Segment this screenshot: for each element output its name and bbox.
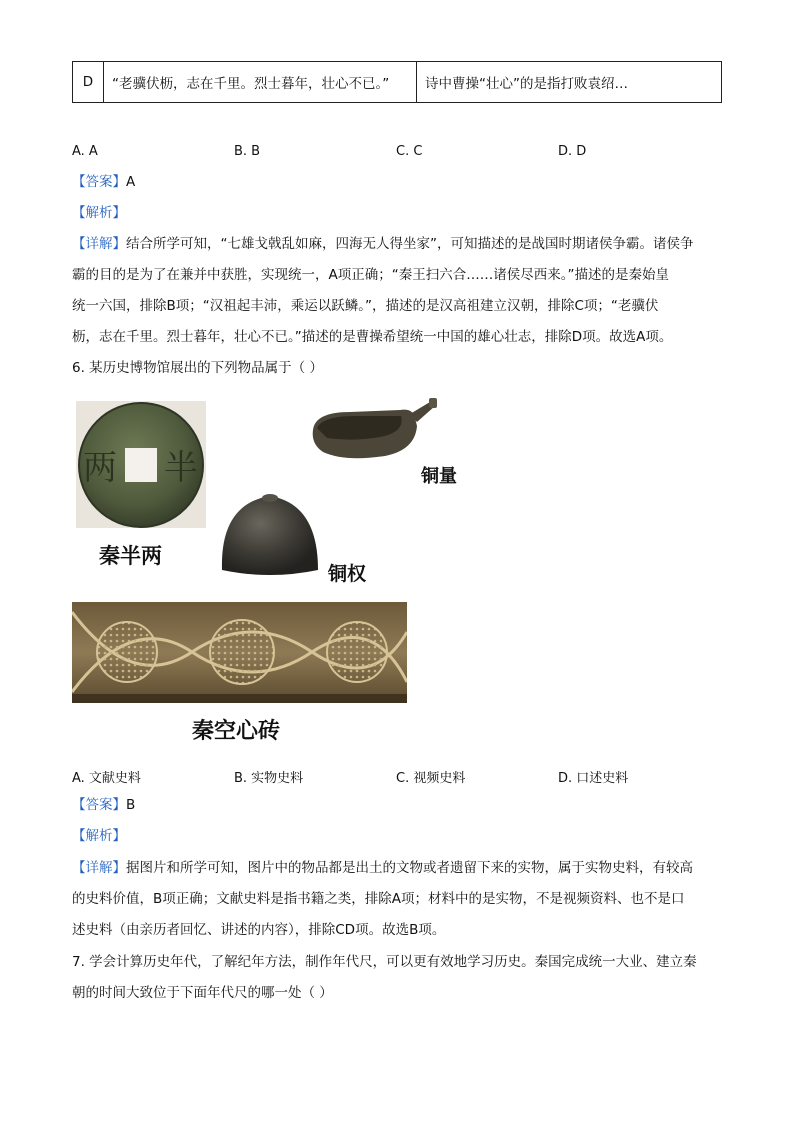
row-quote: “老骥伏枥，志在千里。烈士暮年，壮心不已。” — [104, 62, 417, 103]
question-7-stem — [72, 947, 722, 1009]
detail-tag: 【详解】 — [72, 236, 126, 252]
question-5-analysis-heading — [72, 198, 722, 229]
stem-line: 7. 学会计算历史年代，了解纪年方法，制作年代尺，可以更有效地学习历史。秦国完成统一大业、建立秦 — [72, 954, 697, 970]
analysis-tag: 【解析】 — [72, 205, 126, 221]
table-row — [73, 62, 722, 103]
option-c[interactable]: C. 视频史料 — [396, 771, 466, 786]
question-6-options — [72, 767, 722, 786]
answer-tag: 【答案】 — [72, 174, 126, 190]
detail-line: 枥，志在千里。烈士暮年，壮心不已。”描述的是曹操希望统一中国的雄心壮志，排除D项。故选A项。 — [72, 329, 673, 345]
detail-line: 【详解】结合所学可知，“七雄戈戟乱如麻，四海无人得坐家”，可知描述的是战国时期诸侯争霸。诸侯争 — [72, 236, 694, 252]
qin-banliang-coin-image — [76, 401, 206, 528]
question-5-answer — [72, 167, 722, 198]
question-6-answer — [72, 790, 722, 821]
row-note: 诗中曹操“壮心”的是指打败袁绍… — [417, 62, 722, 103]
option-a[interactable]: A. 文献史料 — [72, 771, 141, 786]
question-5-detail — [72, 229, 722, 353]
question-5-options — [72, 144, 722, 159]
weight-caption: 铜权 — [328, 563, 367, 585]
brick-caption: 秦空心砖 — [192, 718, 281, 744]
bronze-weight-image — [218, 490, 322, 580]
question-5-option-table — [72, 61, 722, 103]
option-b[interactable]: B. B — [234, 144, 261, 159]
question-6-analysis-heading — [72, 821, 722, 852]
detail-line: 述史料（由亲历者回忆、讲述的内容），排除CD项。故选B项。 — [72, 922, 446, 938]
option-d[interactable]: D. 口述史料 — [558, 771, 629, 786]
coin-caption: 秦半两 — [99, 543, 162, 568]
detail-line: 霸的目的是为了在兼并中获胜，实现统一，A项正确；“秦王扫六合……诸侯尽西来。”描述的是秦始皇 — [72, 267, 669, 283]
option-c[interactable]: C. C — [396, 144, 423, 159]
bronze-ladle-image — [305, 392, 445, 462]
answer-value: B — [126, 797, 136, 813]
ladle-caption: 铜量 — [421, 466, 457, 487]
stem-line: 朝的时间大致位于下面年代尺的哪一处（ ） — [72, 985, 333, 1001]
analysis-tag: 【解析】 — [72, 828, 126, 844]
answer-tag: 【答案】 — [72, 797, 126, 813]
option-a[interactable]: A. A — [72, 144, 98, 159]
option-d[interactable]: D. D — [558, 144, 587, 159]
option-b[interactable]: B. 实物史料 — [234, 771, 304, 786]
coin-char-liang: 两 — [83, 448, 117, 488]
question-6-detail — [72, 853, 722, 946]
detail-line: 统一六国，排除B项；“汉祖起丰沛，乘运以跃鳞。”，描述的是汉高祖建立汉朝，排除C项；“老骥伏 — [72, 298, 659, 314]
question-6-stem: 6. 某历史博物馆展出的下列物品属于（ ） — [72, 360, 323, 376]
detail-line: 【详解】据图片和所学可知，图片中的物品都是出土的文物或者遗留下来的实物，属于实物史料，有较高 — [72, 860, 693, 876]
answer-value: A — [126, 174, 136, 190]
detail-line: 的史料价值，B项正确；文献史料是指书籍之类，排除A项；材料中的是实物，不是视频资料、也不是口 — [72, 891, 685, 907]
row-letter: D — [73, 62, 104, 103]
coin-char-ban: 半 — [164, 448, 198, 488]
detail-tag: 【详解】 — [72, 860, 126, 876]
qin-hollow-brick-image — [72, 602, 407, 703]
